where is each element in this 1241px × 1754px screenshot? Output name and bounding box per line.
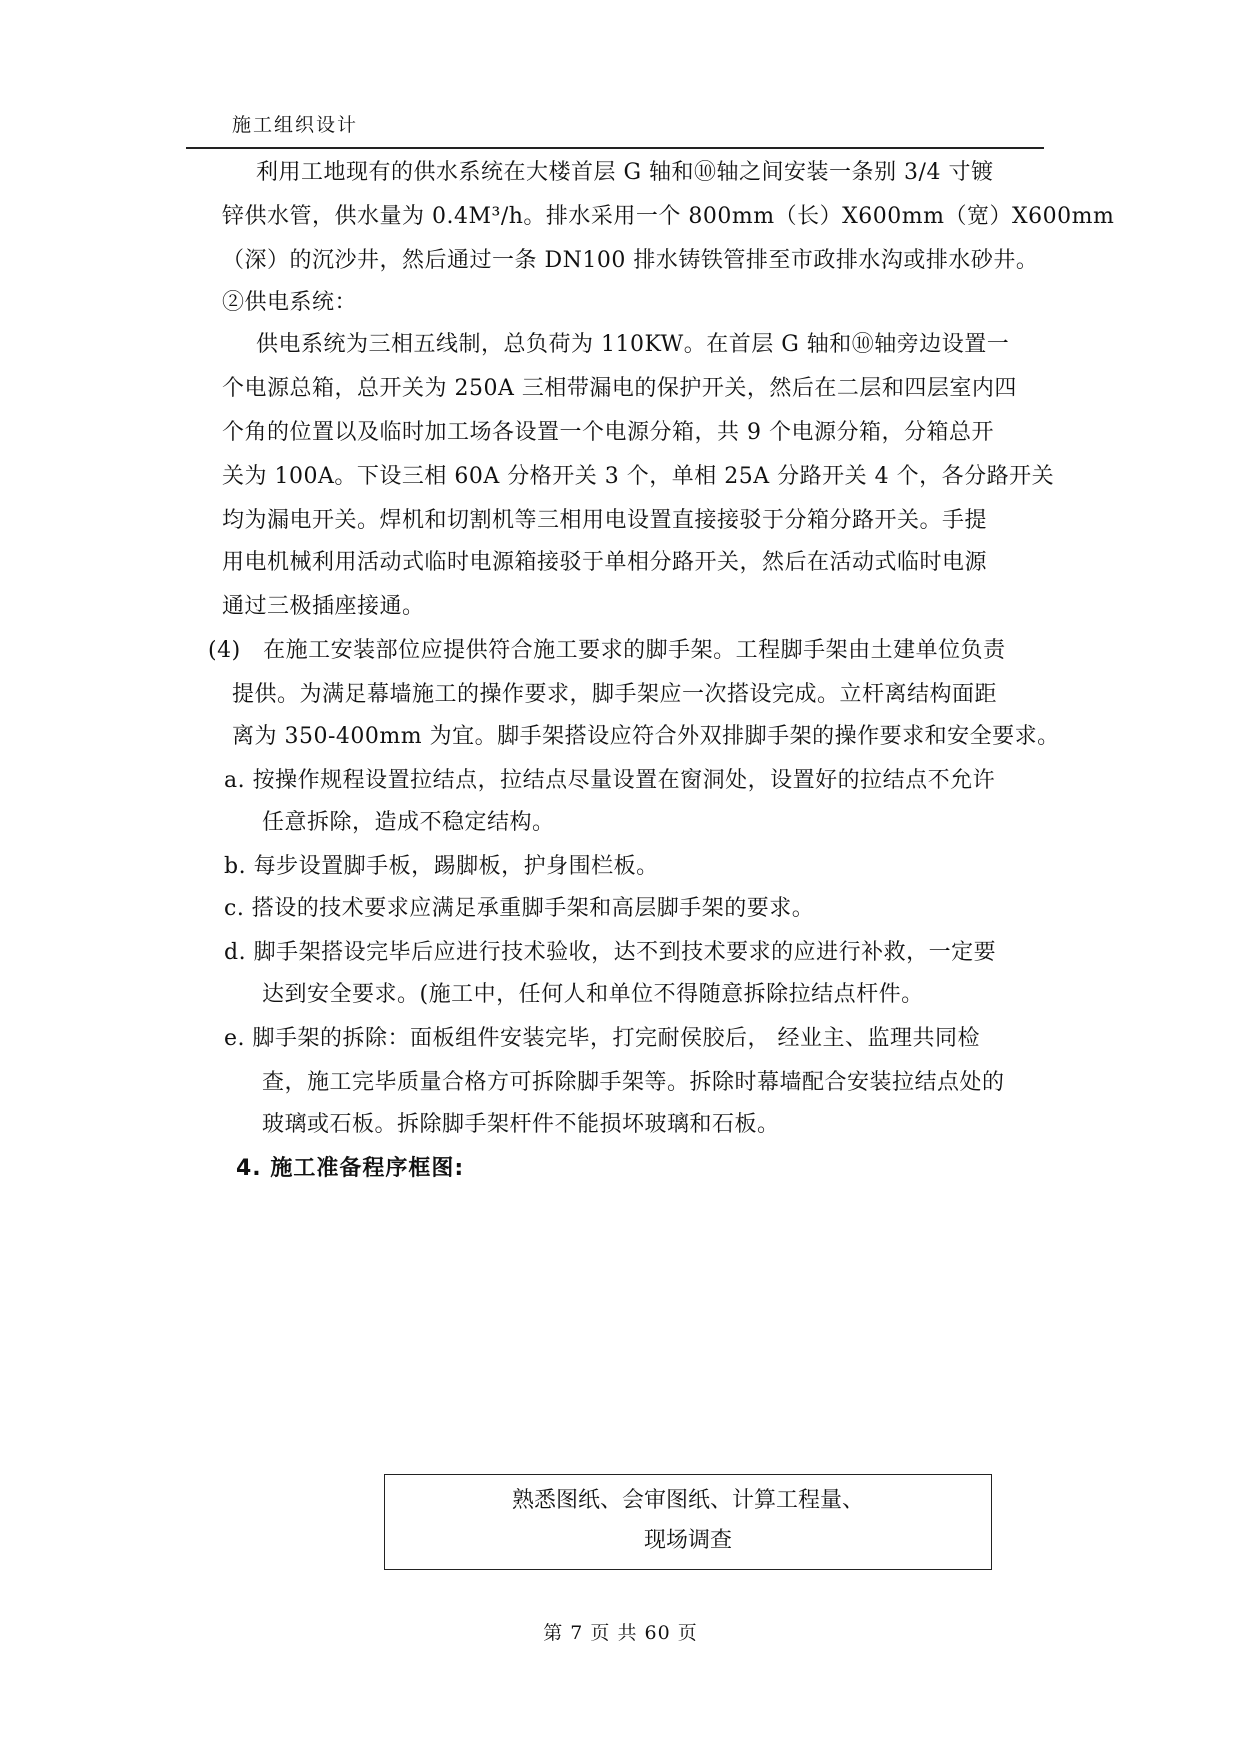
body-line: 个角的位置以及临时加工场各设置一个电源分箱，共 9 个电源分箱，分箱总开	[222, 420, 994, 445]
list-item-d: d. 脚手架搭设完毕后应进行技术验收，达不到技术要求的应进行补救，一定要	[224, 940, 997, 965]
body-line: 用电机械利用活动式临时电源箱接驳于单相分路开关，然后在活动式临时电源	[222, 550, 988, 575]
body-line: 提供。为满足幕墙施工的操作要求，脚手架应一次搭设完成。立杆离结构面距	[232, 682, 998, 707]
body-line: 任意拆除，造成不稳定结构。	[262, 810, 555, 835]
body-line: 通过三极插座接通。	[222, 594, 425, 619]
body-line: 离为 350-400mm 为宜。脚手架搭设应符合外双排脚手架的操作要求和安全要求。	[232, 724, 1060, 749]
list-item-c: c. 搭设的技术要求应满足承重脚手架和高层脚手架的要求。	[224, 896, 815, 921]
flowchart-box-line: 现场调查	[643, 1528, 732, 1553]
list-item-b: b. 每步设置脚手板，踢脚板，护身围栏板。	[224, 854, 659, 879]
body-line: 查，施工完毕质量合格方可拆除脚手架等。拆除时幕墙配合安装拉结点处的	[262, 1070, 1005, 1095]
body-line: 锌供水管，供水量为 0.4M³/h。排水采用一个 800mm（长）X600mm（宽）X600mm	[222, 204, 1115, 229]
body-line: 玻璃或石板。拆除脚手架杆件不能损坏玻璃和石板。	[262, 1112, 780, 1137]
body-line: 达到安全要求。(施工中，任何人和单位不得随意拆除拉结点杆件。	[262, 982, 924, 1007]
body-line: 利用工地现有的供水系统在大楼首层 G 轴和⑩轴之间安装一条别 3/4 寸镀	[256, 160, 994, 185]
list-item-a: a. 按操作规程设置拉结点，拉结点尽量设置在窗洞处，设置好的拉结点不允许	[224, 768, 996, 793]
body-line: 均为漏电开关。焊机和切割机等三相用电设置直接接驳于分箱分路开关。手提	[222, 508, 988, 533]
flowchart-box	[384, 1474, 992, 1570]
page-footer: 第 7 页 共 60 页	[543, 1622, 698, 1644]
list-item-4: (4) 在施工安装部位应提供符合施工要求的脚手架。工程脚手架由土建单位负责	[208, 638, 1006, 663]
body-line: （深）的沉沙井，然后通过一条 DN100 排水铸铁管排至市政排水沟或排水砂井。	[222, 248, 1039, 273]
body-line: 个电源总箱，总开关为 250A 三相带漏电的保护开关，然后在二层和四层室内四	[222, 376, 1017, 401]
flowchart-box-line: 熟悉图纸、会审图纸、计算工程量、	[511, 1488, 864, 1513]
section-heading: 4. 施工准备程序框图:	[236, 1156, 465, 1181]
list-item-e: e. 脚手架的拆除：面板组件安装完毕，打完耐侯胶后， 经业主、监理共同检	[224, 1026, 981, 1051]
body-line: 关为 100A。下设三相 60A 分格开关 3 个，单相 25A 分路开关 4 个，各分路开关	[222, 464, 1055, 489]
body-line: 供电系统为三相五线制，总负荷为 110KW。在首层 G 轴和⑩轴旁边设置一	[256, 332, 1010, 357]
header-rule	[186, 147, 1044, 149]
page-header-title: 施工组织设计	[232, 114, 359, 136]
subsection-title: ②供电系统：	[222, 290, 358, 315]
